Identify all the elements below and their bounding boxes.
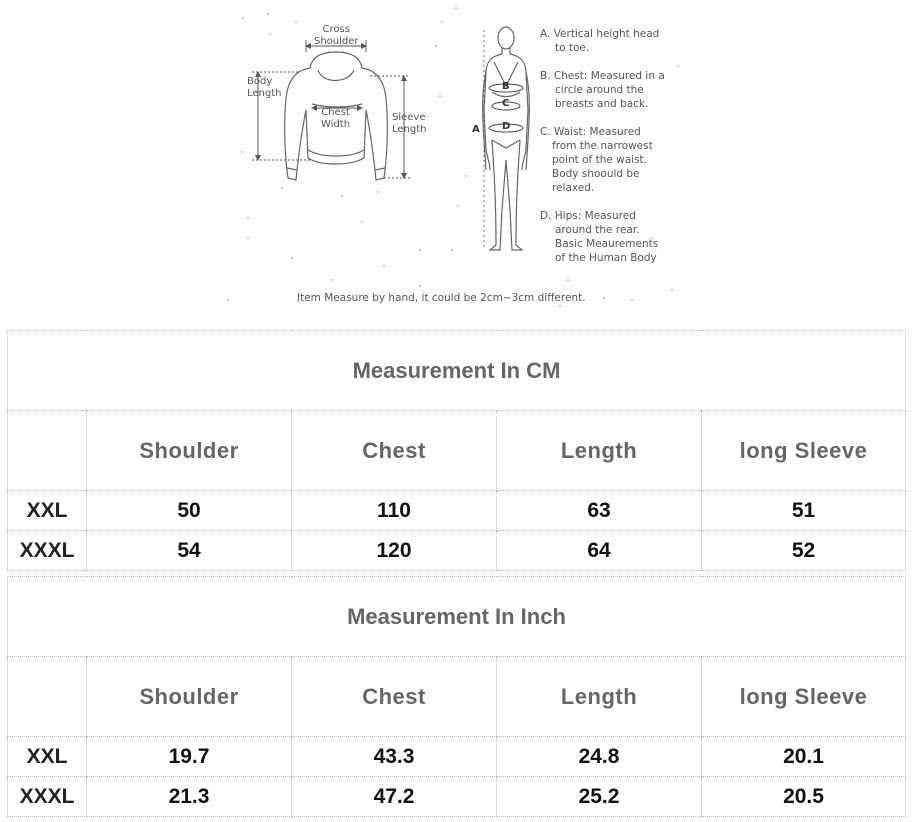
value-cell: 51 (702, 491, 906, 531)
instruction-c-line-1: C. Waist: Measured (540, 126, 641, 138)
sleeve-length-label (392, 112, 427, 136)
human-figure (483, 27, 530, 250)
size-label: XXL (8, 491, 87, 531)
header-shoulder: Shoulder (87, 657, 292, 737)
instruction-d-line-3: Basic Meaurements (555, 238, 659, 250)
value-cell: 63 (497, 491, 702, 531)
table-title: Measurement In Inch (8, 577, 906, 657)
header-shoulder: Shoulder (87, 411, 292, 491)
footnote: Item Measure by hand, it could be 2cm~3cm different. (297, 292, 586, 304)
instruction-b (540, 69, 665, 111)
header-length: Length (497, 411, 702, 491)
instruction-d (540, 209, 658, 265)
instruction-b-line-2: circle around the (555, 84, 644, 96)
body-length-label (247, 76, 282, 100)
value-cell: 20.1 (702, 737, 906, 777)
letter-b: B (502, 81, 510, 92)
value-cell: 24.8 (497, 737, 702, 777)
value-cell: 110 (292, 491, 497, 531)
letter-a: A (472, 124, 480, 135)
table-row (8, 777, 906, 817)
table-row (8, 531, 906, 571)
header-chest: Chest (292, 411, 497, 491)
cross-shoulder-line-1: Cross (322, 24, 350, 35)
value-cell: 50 (87, 491, 292, 531)
measurement-diagram (0, 0, 912, 325)
value-cell: 54 (87, 531, 292, 571)
instruction-c-line-2: from the narrowest (552, 140, 653, 152)
table-inch (7, 576, 906, 817)
letter-d: D (502, 121, 511, 132)
instruction-b-line-3: breasts and back. (555, 98, 649, 110)
instruction-c-line-4: Body shoould be (552, 168, 640, 180)
body-length-line-2: Length (247, 88, 282, 99)
instruction-d-line-1: D. Hips: Measured (540, 210, 636, 222)
chest-width-line-2: Width (321, 119, 351, 130)
corner-cell (8, 657, 87, 737)
cross-shoulder-label (314, 24, 359, 48)
value-cell: 20.5 (702, 777, 906, 817)
sleeve-length-line-2: Length (392, 124, 427, 135)
value-cell: 47.2 (292, 777, 497, 817)
instruction-b-line-1: B. Chest: Measured in a (540, 70, 665, 82)
value-cell: 52 (702, 531, 906, 571)
chest-width-label (321, 107, 350, 131)
table-title: Measurement In CM (8, 331, 906, 411)
table-row (8, 737, 906, 777)
sleeve-length-line-1: Sleeve (392, 112, 426, 123)
value-cell: 64 (497, 531, 702, 571)
size-label: XXL (8, 737, 87, 777)
value-cell: 120 (292, 531, 497, 571)
value-cell: 25.2 (497, 777, 702, 817)
instruction-a (540, 27, 659, 55)
table-cm (7, 330, 906, 571)
header-length: Length (497, 657, 702, 737)
header-chest: Chest (292, 657, 497, 737)
corner-cell (8, 411, 87, 491)
body-length-line-1: Body (247, 76, 273, 87)
instruction-d-line-2: around the rear. (555, 224, 640, 236)
table-row (8, 491, 906, 531)
instruction-d-line-4: of the Human Body (555, 252, 657, 264)
value-cell: 21.3 (87, 777, 292, 817)
value-cell: 43.3 (292, 737, 497, 777)
header-long-sleeve: long Sleeve (702, 411, 906, 491)
instruction-a-line-1: A. Vertical height head (540, 28, 660, 40)
header-long-sleeve: long Sleeve (702, 657, 906, 737)
size-label: XXXL (8, 531, 87, 571)
value-cell: 19.7 (87, 737, 292, 777)
chest-width-line-1: Chest (321, 107, 350, 118)
size-label: XXXL (8, 777, 87, 817)
instruction-c (540, 125, 653, 195)
letter-c: C (502, 98, 510, 109)
instruction-c-line-5: relaxed. (552, 182, 595, 194)
diagram-drawing (0, 0, 912, 325)
cross-shoulder-line-2: Shoulder (314, 36, 359, 47)
instruction-a-line-2: to toe. (555, 42, 590, 54)
instruction-c-line-3: point of the waist. (552, 154, 648, 166)
